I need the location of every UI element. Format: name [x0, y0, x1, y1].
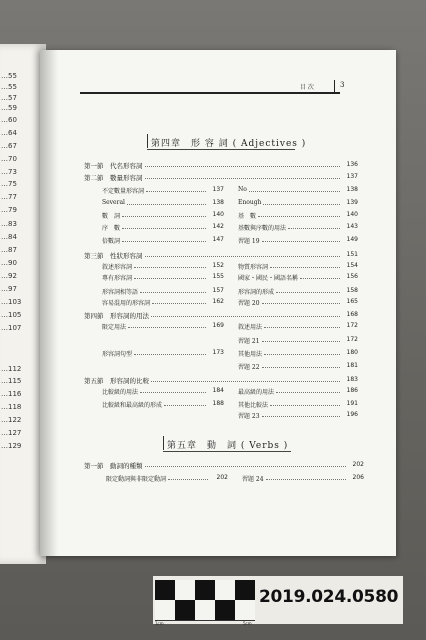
- running-head-separator: [334, 80, 335, 92]
- toc-entry-page: 140: [346, 211, 358, 218]
- leader-dots: [145, 256, 341, 257]
- left-page-number: …92: [1, 272, 17, 280]
- left-page-number: …103: [1, 298, 22, 306]
- toc-entry-page: 137: [346, 173, 358, 180]
- toc-entry-page: 151: [346, 251, 358, 258]
- leader-dots: [262, 241, 340, 242]
- left-page-number: …127: [1, 429, 22, 437]
- toc-entry-label: 習題 24: [242, 476, 264, 483]
- left-page-number: …79: [1, 206, 17, 214]
- running-head: 目 次: [300, 84, 314, 91]
- toc-entry-label: 習題 20: [238, 300, 260, 307]
- scale-end-label: 5cm: [243, 621, 252, 626]
- left-page-number: …118: [1, 403, 22, 411]
- toc-entry-page: 143: [346, 223, 358, 230]
- toc-entry-label: 專有形容詞: [102, 275, 133, 282]
- section-title: 第一節 動詞的種類: [84, 462, 143, 470]
- page-number: 3: [340, 81, 345, 89]
- toc-entry-page: 202: [216, 474, 228, 481]
- leader-dots: [134, 354, 206, 355]
- section-title: 第一節 代名形容詞: [84, 162, 143, 170]
- toc-entry-label: 敘述用法: [238, 324, 263, 331]
- toc-entry-page: 155: [212, 273, 224, 280]
- section-title: 第三節 性狀形容詞: [84, 252, 143, 260]
- left-page-number: …105: [1, 311, 22, 319]
- leader-dots: [276, 292, 340, 293]
- toc-entry-label: 限定用法: [102, 324, 127, 331]
- toc-entry-label: 倍數詞: [102, 238, 121, 245]
- toc-entry-label: 形容詞相等語: [102, 289, 139, 296]
- left-page-number: …83: [1, 220, 17, 228]
- color-checker: [155, 580, 255, 620]
- toc-entry-page: 162: [212, 298, 224, 305]
- toc-entry-page: 138: [346, 186, 358, 193]
- leader-dots: [152, 303, 206, 304]
- chapter4-title-bar: [147, 134, 148, 148]
- toc-entry-label: 敘述形容詞: [102, 264, 133, 271]
- toc-entry-label: 比較級的用法: [102, 389, 139, 396]
- toc-entry-label: 基 數: [238, 213, 257, 220]
- toc-entry-page: 172: [346, 336, 358, 343]
- left-page-number: …129: [1, 442, 22, 450]
- left-page-number: …116: [1, 390, 22, 398]
- left-page-number: …55: [1, 83, 17, 91]
- leader-dots: [151, 381, 340, 382]
- leader-dots: [266, 479, 346, 480]
- toc-entry-page: 188: [212, 400, 224, 407]
- toc-entry-page: 191: [346, 400, 358, 407]
- chapter5-title-bar: [163, 436, 164, 450]
- toc-entry-label: No: [238, 186, 247, 193]
- spine-shadow: [40, 50, 58, 556]
- toc-entry-label: 其他比較法: [238, 402, 269, 409]
- toc-entry-page: 196: [346, 411, 358, 418]
- section-title: 第五節 形容詞的比較: [84, 377, 149, 385]
- leader-dots: [258, 216, 340, 217]
- toc-entry-page: 186: [346, 387, 358, 394]
- left-page-number: …59: [1, 104, 17, 112]
- toc-entry-page: 149: [346, 236, 358, 243]
- toc-entry-label: 習題 22: [238, 364, 260, 371]
- chapter4-title: 第四章 形 容 詞 ( Adjectives ): [151, 139, 307, 149]
- toc-entry-label: 數 詞: [102, 213, 121, 220]
- toc-entry-page: 202: [352, 461, 364, 468]
- leader-dots: [262, 367, 340, 368]
- section-title: 第四節 形容詞的用法: [84, 312, 149, 320]
- left-page-number: …87: [1, 246, 17, 254]
- leader-dots: [140, 292, 206, 293]
- leader-dots: [145, 466, 347, 467]
- left-page-number: …60: [1, 116, 17, 124]
- leader-dots: [134, 267, 206, 268]
- toc-entry-page: 136: [346, 161, 358, 168]
- left-page-number: …70: [1, 155, 17, 163]
- toc-entry-label: 最高級的用法: [238, 389, 275, 396]
- toc-entry-page: 173: [212, 349, 224, 356]
- left-page-number: …73: [1, 168, 17, 176]
- toc-entry-page: 157: [212, 287, 224, 294]
- leader-dots: [122, 241, 206, 242]
- toc-entry-label: 形容詞的形成: [238, 289, 275, 296]
- leader-dots: [264, 354, 340, 355]
- toc-entry-page: 152: [212, 262, 224, 269]
- leader-dots: [288, 228, 340, 229]
- toc-entry-page: 137: [212, 186, 224, 193]
- toc-entry-page: 154: [346, 262, 358, 269]
- toc-entry-page: 184: [212, 387, 224, 394]
- toc-entry-label: 習題 21: [238, 338, 260, 345]
- toc-entry-label: 形容詞句型: [102, 351, 133, 358]
- leader-dots: [300, 278, 340, 279]
- toc-entry-page: 156: [346, 273, 358, 280]
- header-rule: [80, 92, 340, 94]
- toc-entry-label: Enough: [238, 199, 262, 206]
- accession-number: 2019.024.0580: [259, 587, 399, 607]
- leader-dots: [122, 216, 206, 217]
- leader-dots: [264, 327, 340, 328]
- leader-dots: [128, 327, 206, 328]
- leader-dots: [262, 341, 340, 342]
- leader-dots: [164, 405, 206, 406]
- left-page-number: …107: [1, 324, 22, 332]
- toc-entry-label: 物質形容詞: [238, 264, 269, 271]
- toc-entry-label: 國家・國民・國語名稱: [238, 275, 299, 282]
- left-page-number: …77: [1, 193, 17, 201]
- toc-entry-page: 181: [346, 362, 358, 369]
- toc-entry-page: 147: [212, 236, 224, 243]
- toc-entry-page: 180: [346, 349, 358, 356]
- left-page-number: …67: [1, 142, 17, 150]
- toc-entry-label: 序 數: [102, 225, 121, 232]
- left-page-number: …122: [1, 416, 22, 424]
- toc-entry-label: 比較級和最高級的形成: [102, 402, 163, 409]
- left-page-number: …57: [1, 94, 17, 102]
- leader-dots: [249, 191, 340, 192]
- left-page-number: …112: [1, 365, 22, 373]
- toc-entry-label: Several: [102, 199, 125, 206]
- section-title: 第二節 數量形容詞: [84, 174, 143, 182]
- toc-entry-label: 不定數量形容詞: [102, 188, 145, 195]
- toc-entry-page: 183: [346, 376, 358, 383]
- left-page-number: …97: [1, 285, 17, 293]
- leader-dots: [127, 204, 206, 205]
- toc-entry-page: 168: [346, 311, 358, 318]
- toc-entry-label: 容易混用的形容詞: [102, 300, 151, 307]
- leader-dots: [146, 191, 206, 192]
- leader-dots: [151, 316, 340, 317]
- toc-entry-label: 限定動詞與非限定動詞: [106, 476, 167, 483]
- left-page-number: …115: [1, 377, 22, 385]
- toc-entry-page: 138: [212, 199, 224, 206]
- leader-dots: [145, 166, 341, 167]
- toc-entry-page: 142: [212, 223, 224, 230]
- leader-dots: [262, 303, 340, 304]
- leader-dots: [270, 267, 340, 268]
- leader-dots: [122, 228, 206, 229]
- leader-dots: [134, 278, 206, 279]
- left-page-number: …75: [1, 180, 17, 188]
- chapter4-title-rule: [147, 149, 295, 150]
- chapter5-title: 第五章 動 詞 ( Verbs ): [167, 441, 289, 451]
- toc-entry-page: 169: [212, 322, 224, 329]
- leader-dots: [270, 405, 340, 406]
- toc-entry-page: 206: [352, 474, 364, 481]
- toc-entry-label: 習題 23: [238, 413, 260, 420]
- chapter5-title-rule: [163, 451, 291, 452]
- toc-entry-page: 172: [346, 322, 358, 329]
- toc-entry-page: 165: [346, 298, 358, 305]
- leader-dots: [145, 178, 341, 179]
- measurement-scale: [155, 620, 255, 625]
- toc-entry-label: 基數與序數的用法: [238, 225, 287, 232]
- scale-start-label: 1cm: [155, 621, 164, 626]
- left-page-number: …90: [1, 259, 17, 267]
- toc-entry-label: 其他用法: [238, 351, 263, 358]
- left-page-number: …84: [1, 233, 17, 241]
- toc-entry-page: 158: [346, 287, 358, 294]
- left-page-number: …55: [1, 72, 17, 80]
- leader-dots: [262, 416, 340, 417]
- toc-entry-page: 140: [212, 211, 224, 218]
- leader-dots: [276, 392, 340, 393]
- leader-dots: [140, 392, 206, 393]
- toc-entry-page: 139: [346, 199, 358, 206]
- left-page-number: …64: [1, 129, 17, 137]
- leader-dots: [168, 479, 208, 480]
- toc-entry-label: 習題 19: [238, 238, 260, 245]
- leader-dots: [263, 204, 340, 205]
